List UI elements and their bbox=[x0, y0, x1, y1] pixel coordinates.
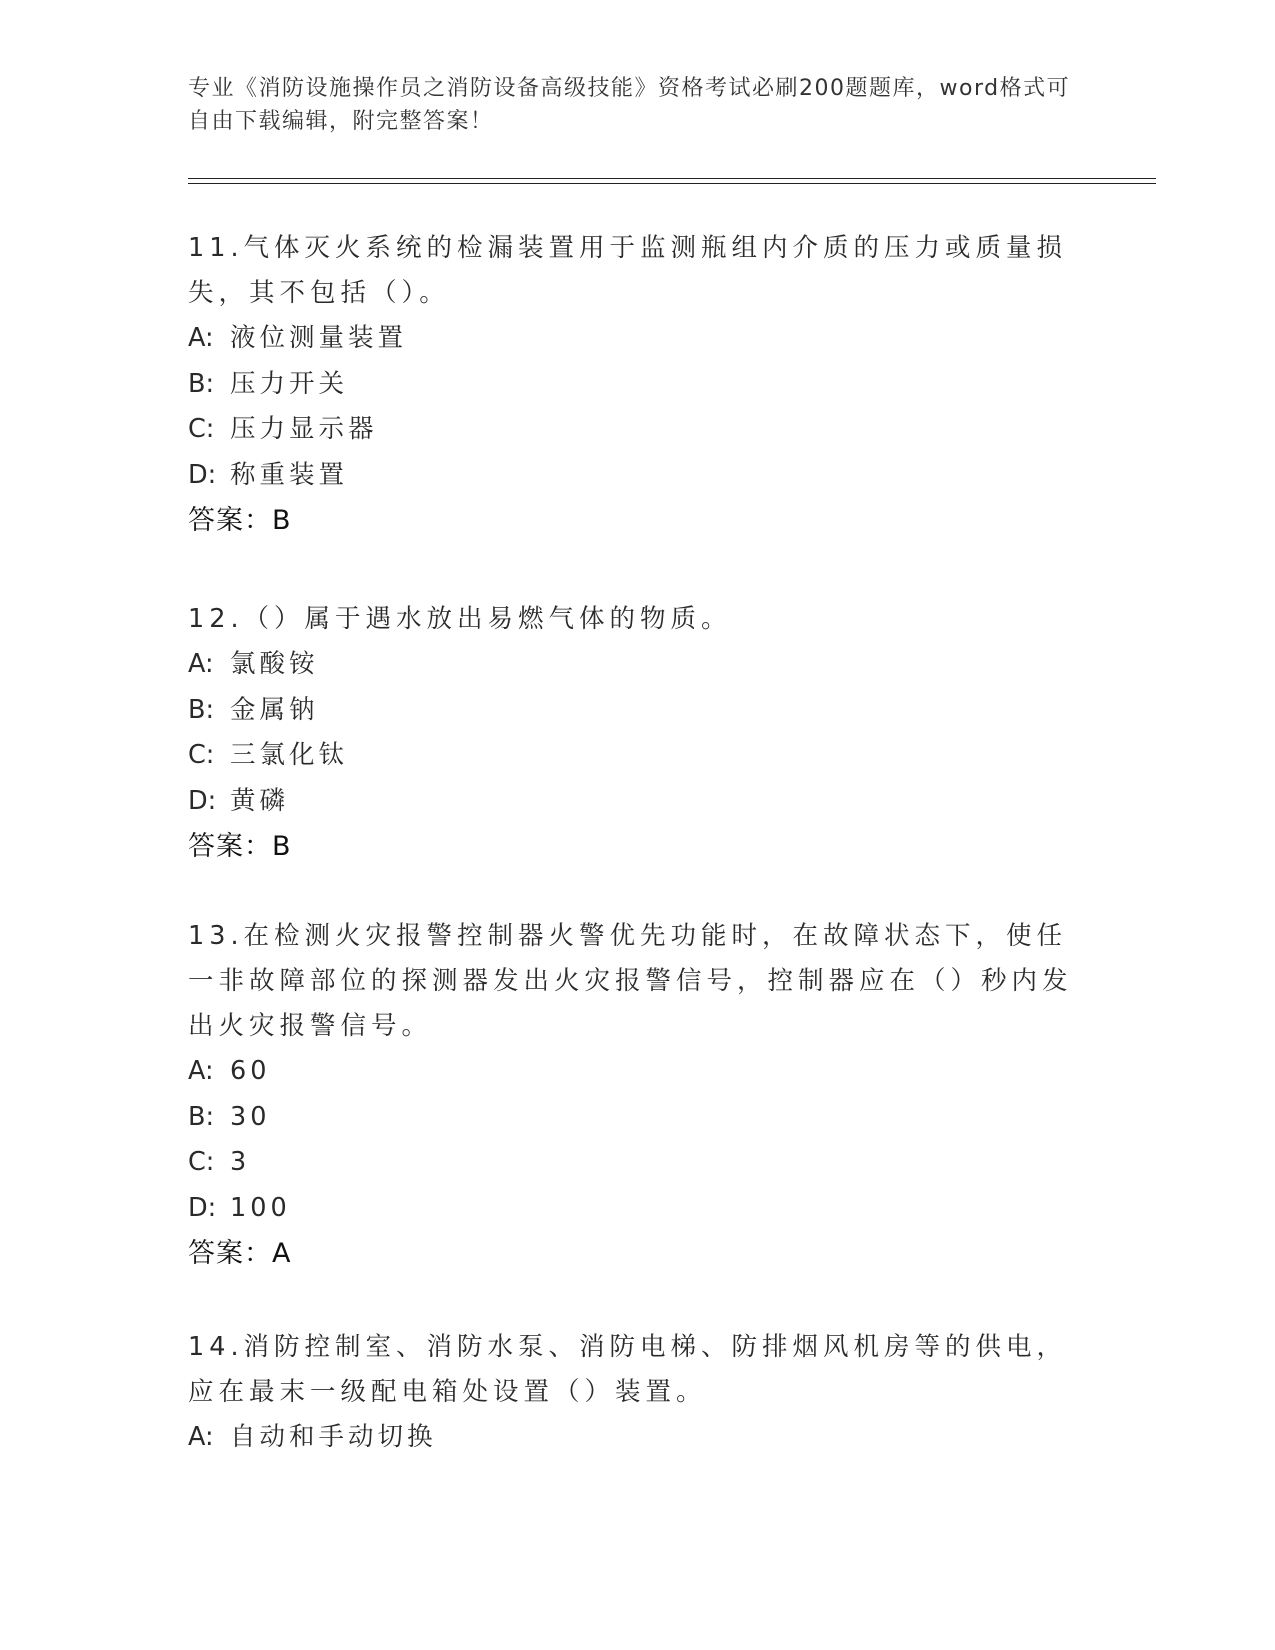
option-c bbox=[188, 407, 1088, 453]
option-c bbox=[188, 1140, 1088, 1186]
option-key: D: bbox=[188, 459, 217, 490]
option-text: 液位测量装置 bbox=[230, 323, 408, 353]
option-text: 30 bbox=[230, 1101, 271, 1132]
option-a bbox=[188, 1049, 1088, 1095]
header-rule-bottom bbox=[188, 183, 1156, 184]
answer-line: 答案：B bbox=[188, 831, 292, 862]
option-text: 压力开关 bbox=[230, 368, 349, 399]
question-stem: 12.（）属于遇水放出易燃气体的物质。 bbox=[188, 604, 732, 634]
option-a bbox=[188, 1415, 1088, 1461]
question-stem: 13.在检测火灾报警控制器火警优先功能时，在故障状态下，使任一非故障部位的探测器发出火灾报警信号，控制器应在（）秒内发出火灾报警信号。 bbox=[188, 921, 1073, 1041]
option-key: D: bbox=[188, 785, 217, 816]
option-text: 黄磷 bbox=[230, 785, 290, 816]
option-c bbox=[188, 733, 1088, 779]
option-key: C: bbox=[188, 1147, 215, 1177]
option-key: C: bbox=[188, 740, 215, 770]
question-11 bbox=[188, 226, 1088, 544]
option-text: 自动和手动切换 bbox=[230, 1422, 437, 1452]
option-text: 三氯化钛 bbox=[230, 740, 349, 770]
option-a bbox=[188, 642, 1088, 688]
option-key: B: bbox=[188, 1101, 215, 1132]
question-13 bbox=[188, 914, 1088, 1277]
option-b bbox=[188, 1095, 1088, 1141]
option-text: 称重装置 bbox=[230, 459, 349, 490]
option-d bbox=[188, 453, 1088, 499]
option-text: 3 bbox=[230, 1147, 251, 1177]
option-key: A: bbox=[188, 1422, 214, 1452]
option-key: D: bbox=[188, 1192, 217, 1223]
option-b bbox=[188, 362, 1088, 408]
question-14 bbox=[188, 1325, 1088, 1461]
option-key: C: bbox=[188, 414, 215, 444]
option-d bbox=[188, 1186, 1088, 1232]
question-stem: 11.气体灭火系统的检漏装置用于监测瓶组内介质的压力或质量损失，其不包括（）。 bbox=[188, 233, 1068, 308]
option-text: 压力显示器 bbox=[230, 414, 378, 444]
option-text: 金属钠 bbox=[230, 694, 319, 725]
option-key: B: bbox=[188, 368, 215, 399]
answer-line: 答案：B bbox=[188, 505, 292, 536]
question-12 bbox=[188, 597, 1088, 870]
option-a bbox=[188, 316, 1088, 362]
answer-line: 答案：A bbox=[188, 1238, 292, 1269]
option-b bbox=[188, 688, 1088, 734]
option-d bbox=[188, 779, 1088, 825]
option-key: B: bbox=[188, 694, 215, 725]
option-text: 100 bbox=[230, 1192, 291, 1223]
header-rule-top bbox=[188, 178, 1156, 179]
option-key: A: bbox=[188, 649, 214, 679]
document-header: 专业《消防设施操作员之消防设备高级技能》资格考试必刷200题题库，word格式可自由下载编辑，附完整答案！ bbox=[188, 76, 1071, 134]
question-stem: 14.消防控制室、消防水泵、消防电梯、防排烟风机房等的供电，应在最末一级配电箱处设置（）装置。 bbox=[188, 1332, 1068, 1407]
option-text: 氯酸铵 bbox=[230, 649, 319, 679]
option-text: 60 bbox=[230, 1056, 271, 1086]
option-key: A: bbox=[188, 1056, 214, 1086]
option-key: A: bbox=[188, 323, 214, 353]
